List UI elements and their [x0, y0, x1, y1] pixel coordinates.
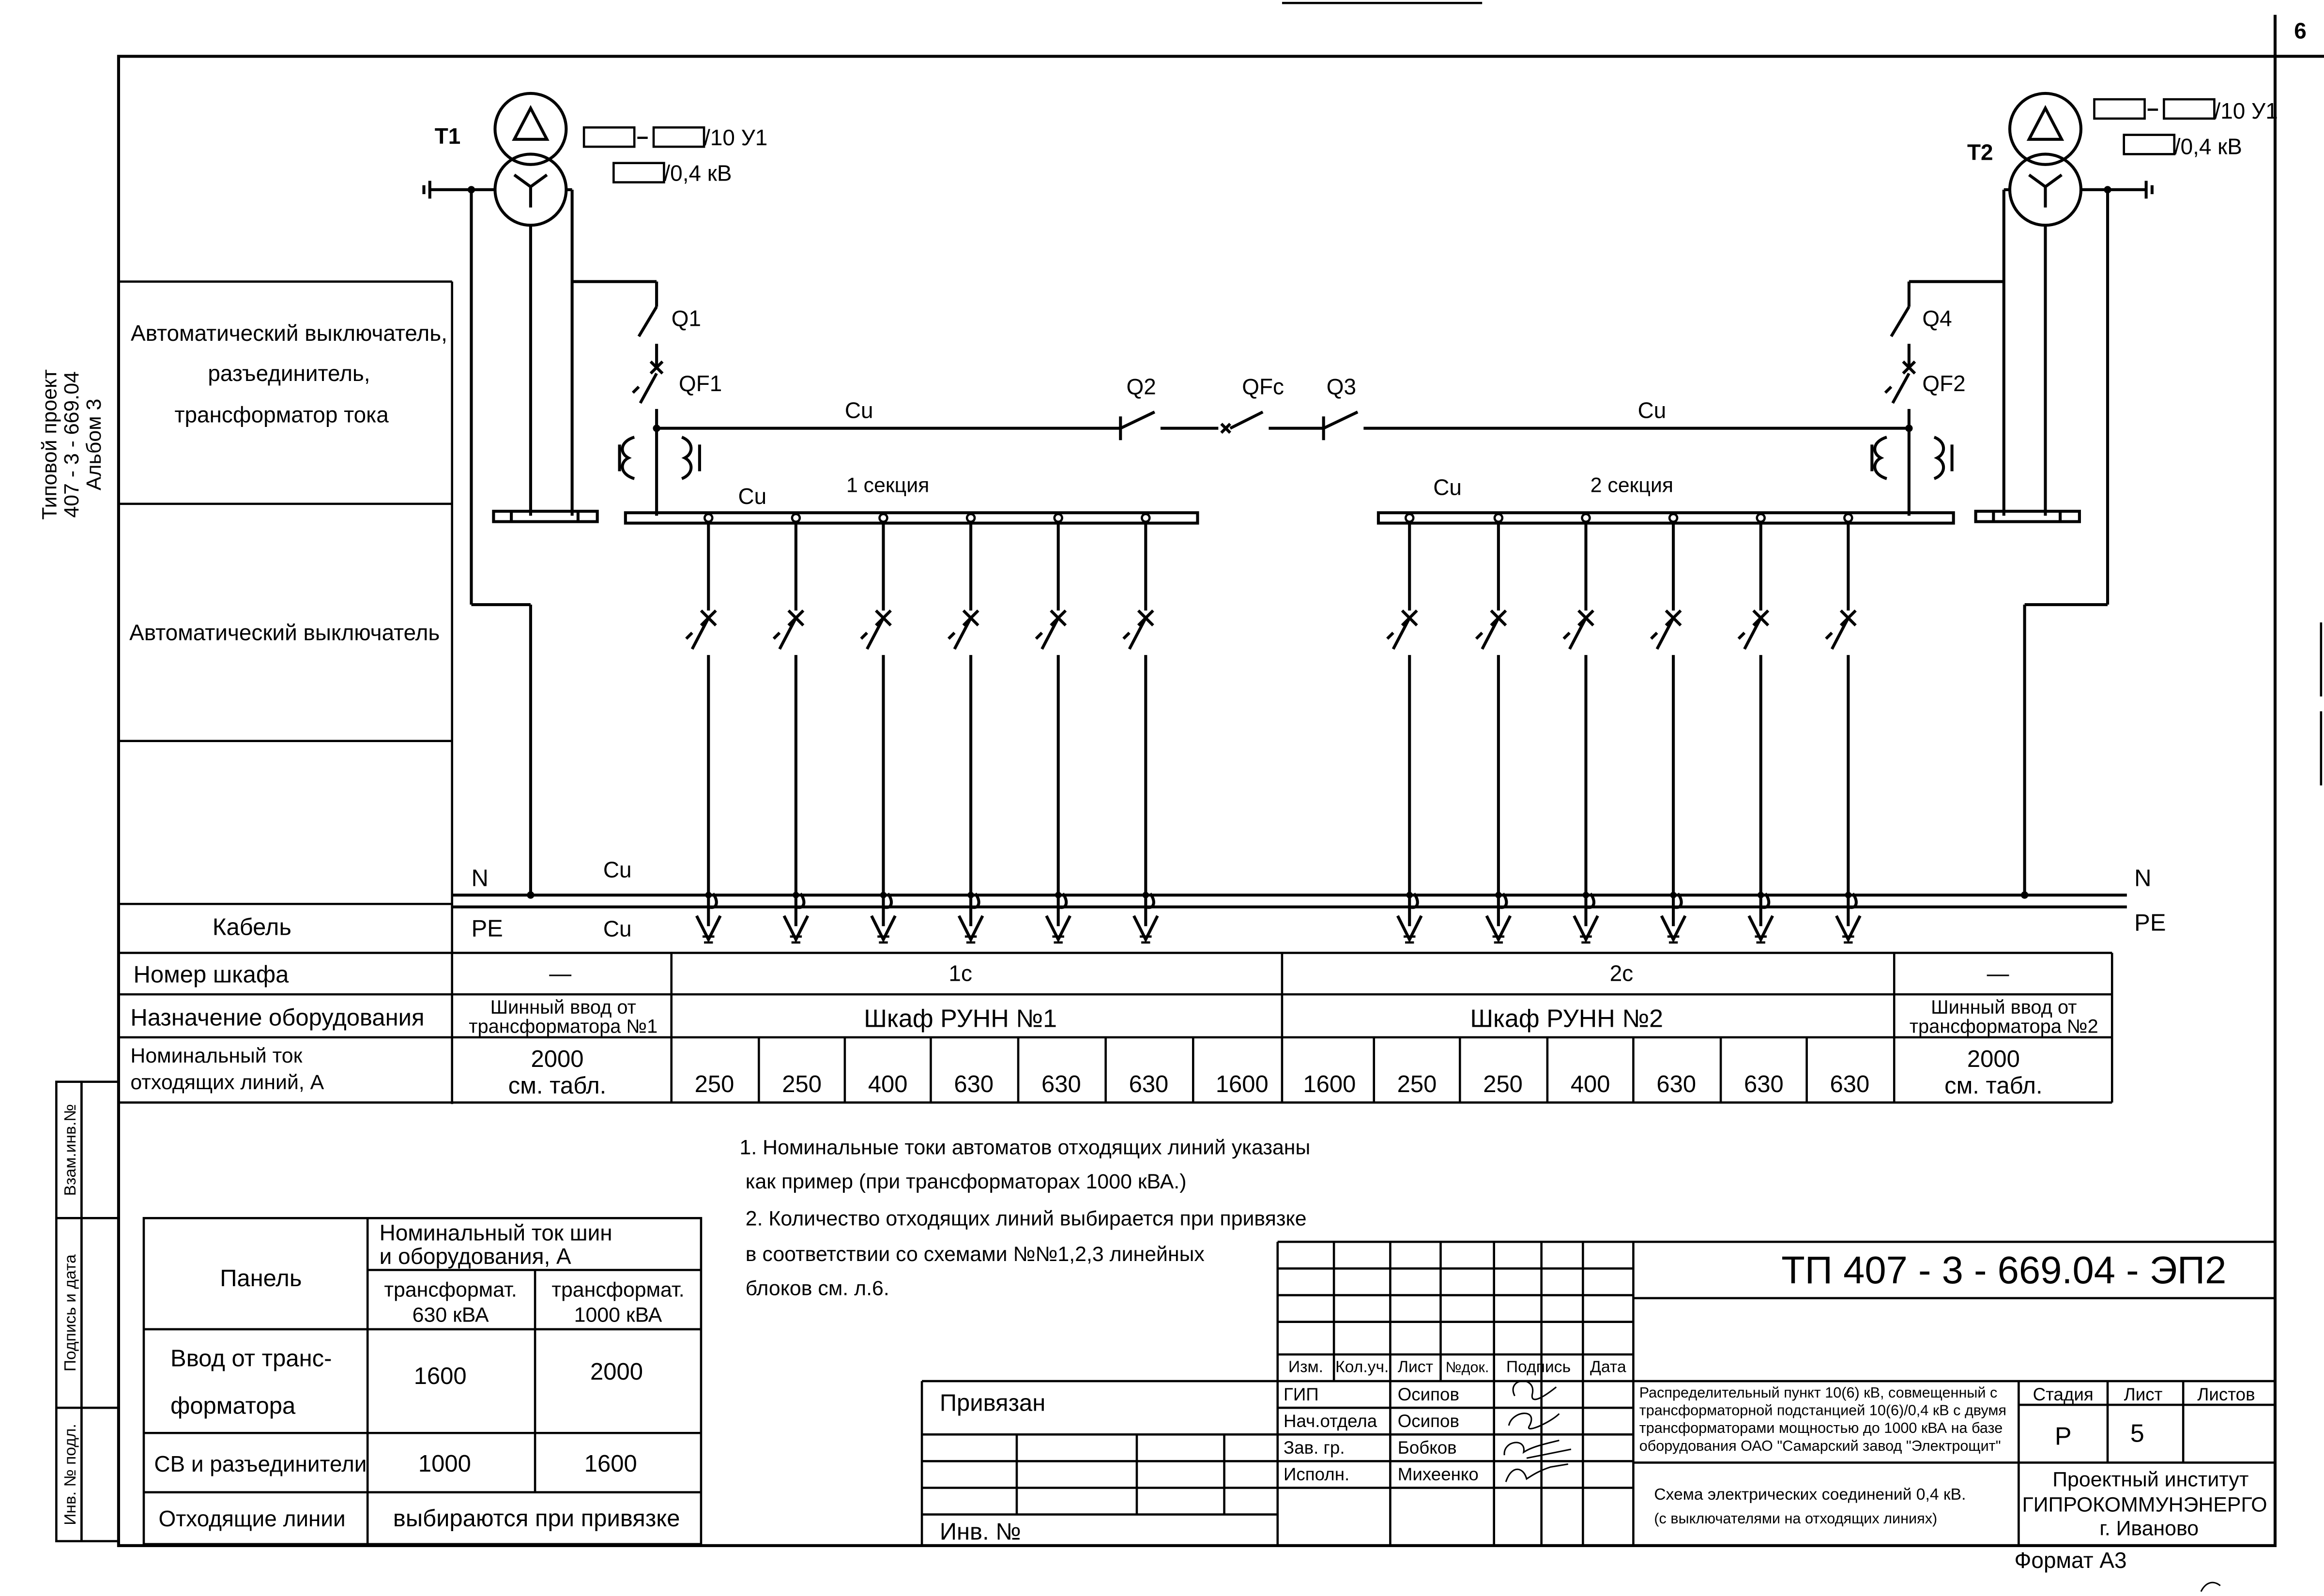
- tb-sheet-label: Лист: [2124, 1384, 2163, 1404]
- tb-inv-label: Инв. №: [939, 1519, 1021, 1545]
- tb-name-group: Бобков: [1397, 1438, 1457, 1458]
- cabinet-2: 2с: [1609, 960, 1634, 986]
- purpose-2: Шкаф РУНН №2: [1470, 1004, 1664, 1033]
- purpose-left-line2: трансформатора №1: [469, 1016, 658, 1037]
- rating-col1-line1: трансформат.: [384, 1278, 517, 1302]
- rating-col2-line1: трансформат.: [551, 1278, 685, 1302]
- rating-row1-v2: 2000: [590, 1359, 643, 1385]
- bus-material-2: Cu: [1433, 474, 1462, 500]
- tb-description-line1: Распределительный пункт 10(6) кВ, совмещенный с: [1639, 1384, 1998, 1401]
- section1-incomer: [572, 282, 1909, 523]
- t2-rating-lv: /0,4 кВ: [2174, 134, 2242, 159]
- format-label: Формат А3: [2014, 1547, 2127, 1573]
- bus-n-material: Cu: [603, 857, 632, 882]
- feeder-line: [861, 514, 895, 942]
- q4-label: Q4: [1922, 305, 1952, 331]
- outgoing-current: 250: [782, 1071, 822, 1098]
- rating-row1-v1: 1600: [413, 1363, 467, 1390]
- section1-incomer-node: [653, 425, 660, 432]
- tb-stage: Р: [2054, 1422, 2072, 1451]
- tb-stage-label: Стадия: [2033, 1384, 2094, 1404]
- table-header-current-line1: Номинальный ток: [130, 1044, 303, 1067]
- bus-pe-left: PE: [471, 915, 503, 942]
- notes: [740, 1136, 1311, 1300]
- rating-col2-line2: 1000 кВА: [574, 1303, 662, 1327]
- tb-sheet-title-line1: Схема электрических соединений 0,4 кВ.: [1654, 1485, 1966, 1504]
- stamp-signature-date: Подпись и дата: [61, 1254, 80, 1372]
- outgoing-feeders: [686, 514, 1860, 942]
- note-1-line1: 1. Номинальные токи автоматов отходящих линий указаны: [739, 1136, 1311, 1159]
- current-left-line2: см. табл.: [508, 1073, 607, 1099]
- tb-bound-label: Привязан: [939, 1390, 1046, 1416]
- feeder-line: [948, 514, 982, 942]
- tb-sheet-title-line2: (с выключателями на отходящих линиях): [1654, 1510, 1938, 1527]
- outgoing-current: 250: [1483, 1071, 1523, 1098]
- feeder-line: [686, 514, 720, 942]
- feeder-line: [1826, 514, 1860, 942]
- section2-incomer-node: [1905, 425, 1912, 432]
- bus-material-1: Cu: [738, 483, 767, 509]
- bus-section1-label: 1 секция: [846, 473, 930, 497]
- tb-header-ndok: №док.: [1445, 1359, 1489, 1376]
- stamp-inv-original: Инв. № подл.: [61, 1424, 80, 1525]
- q2-label: Q2: [1126, 374, 1156, 399]
- table-header-cabinet: Номер шкафа: [133, 961, 289, 988]
- rating-col1-line2: 630 кВА: [412, 1303, 489, 1327]
- rating-row3-label: Отходящие линии: [158, 1506, 346, 1532]
- feeder-line: [1387, 514, 1421, 942]
- currents-section-2: [1303, 1071, 1869, 1097]
- outgoing-current: 250: [694, 1071, 734, 1098]
- rating-row2-v1: 1000: [418, 1450, 471, 1477]
- tb-role-head: Нач.отдела: [1284, 1411, 1377, 1431]
- row-label-breaker-disconnector-line3: трансформатор тока: [174, 402, 389, 427]
- tb-org-line3: г. Иваново: [2099, 1517, 2199, 1540]
- tb-name-gip: Осипов: [1397, 1384, 1459, 1404]
- page-number: 6: [2294, 18, 2307, 44]
- purpose-1: Шкаф РУНН №1: [864, 1004, 1057, 1033]
- bus-pe-right: PE: [2134, 910, 2166, 936]
- outgoing-current: 1600: [1215, 1071, 1269, 1098]
- tb-org-line2: ГИПРОКОММУНЭНЕРГО: [2022, 1493, 2267, 1517]
- cabinet-1: 1с: [948, 960, 972, 986]
- rating-header-line1: Номинальный ток шин: [379, 1220, 612, 1246]
- outgoing-current: 250: [1397, 1071, 1437, 1098]
- purpose-right-line2: трансформатора №2: [1909, 1016, 2098, 1037]
- signatures: [1504, 1381, 1571, 1482]
- tb-name-head: Осипов: [1397, 1411, 1459, 1431]
- tb-role-gip: ГИП: [1284, 1384, 1319, 1404]
- tb-header-signature: Подпись: [1506, 1358, 1571, 1376]
- tb-description-line4: оборудования ОАО "Самарский завод "Электрощит": [1639, 1437, 2001, 1454]
- qfc-label: QFc: [1242, 374, 1284, 399]
- tb-description: [1639, 1384, 2006, 1454]
- t1-rating-hv: /10 У1: [704, 125, 768, 151]
- n-pe-buses: [452, 895, 2127, 907]
- row-label-breaker-disconnector-line1: Автоматический выключатель,: [130, 320, 447, 346]
- tb-sheets-label: Листов: [2197, 1384, 2255, 1404]
- note-1-line2: как пример (при трансформаторах 1000 кВА.): [745, 1170, 1187, 1194]
- n-bus-node-left: [527, 891, 534, 898]
- currents-section-1: [695, 1071, 1269, 1097]
- table-header-purpose: Назначение оборудования: [130, 1004, 425, 1031]
- outgoing-current: 630: [1744, 1071, 1784, 1098]
- current-right-line2: см. табл.: [1944, 1073, 2043, 1099]
- t2-rating-hv: /10 У1: [2214, 98, 2278, 123]
- tb-header-izm: Изм.: [1288, 1358, 1324, 1376]
- section2-incomer: [1378, 282, 2004, 523]
- transformer-t2: [2004, 93, 2215, 895]
- outgoing-current: 400: [868, 1071, 908, 1098]
- outgoing-current: 630: [1041, 1071, 1081, 1098]
- bus-n-left: N: [471, 865, 489, 892]
- note-2-line3: блоков см. л.6.: [745, 1277, 889, 1300]
- rating-row1-label-line1: Ввод от транс-: [170, 1345, 332, 1372]
- feeder-line: [1123, 514, 1157, 942]
- feeder-line: [1036, 514, 1070, 942]
- corner-mark: [2201, 1582, 2220, 1592]
- outgoing-current: 630: [954, 1071, 994, 1098]
- purpose-right-line1: Шинный ввод от: [1931, 996, 2077, 1018]
- table-header-current-line2: отходящих линий, А: [130, 1071, 324, 1094]
- row-label-breaker: Автоматический выключатель: [129, 620, 440, 645]
- note-2-line1: 2. Количество отходящих линий выбирается при привязке: [745, 1207, 1307, 1231]
- outgoing-current: 630: [1656, 1071, 1697, 1098]
- side-label-line3: Альбом 3: [82, 398, 106, 491]
- feeder-line: [1651, 514, 1685, 942]
- tb-name-exec: Михеенко: [1397, 1464, 1479, 1485]
- bus-section2-label: 2 секция: [1590, 473, 1674, 497]
- feeder-line: [1739, 514, 1773, 942]
- rating-header-line2: и оборудования, А: [379, 1244, 571, 1269]
- outgoing-current: 630: [1129, 1071, 1169, 1098]
- current-right-line1: 2000: [1967, 1046, 2020, 1073]
- outgoing-current: 400: [1570, 1071, 1610, 1098]
- side-label-line2: 407 - 3 - 669.04: [60, 371, 84, 518]
- transformer-t1: [424, 93, 704, 895]
- outgoing-current: 630: [1830, 1071, 1870, 1098]
- note-2-line2: в соответствии со схемами №№1,2,3 линейных: [745, 1243, 1205, 1266]
- t1-name: T1: [434, 123, 461, 149]
- cabinet-left: —: [549, 960, 572, 986]
- t1-ground-node: [468, 186, 475, 193]
- feeder-line: [774, 514, 808, 942]
- bus-pe-material: Cu: [603, 916, 632, 942]
- qf2-label: QF2: [1922, 371, 1966, 396]
- n-bus-node-right: [2021, 891, 2028, 898]
- bus-n-right: N: [2134, 865, 2152, 892]
- tb-header-date: Дата: [1590, 1358, 1626, 1376]
- doc-code: ТП 407 - 3 - 669.04 - ЭП2: [1781, 1248, 2227, 1292]
- bus-material-2-top: Cu: [1637, 397, 1667, 423]
- rating-panel: Панель: [220, 1265, 302, 1292]
- cabinet-right: —: [1987, 960, 2009, 986]
- rating-row2-label: СВ и разъединители: [154, 1451, 367, 1476]
- q1-label: Q1: [671, 305, 701, 331]
- outgoing-current: 1600: [1303, 1071, 1356, 1098]
- purpose-left-line1: Шинный ввод от: [490, 996, 636, 1018]
- t1-rating-lv: /0,4 кВ: [664, 160, 732, 186]
- feeder-line: [1564, 514, 1598, 942]
- tb-role-group: Зав. гр.: [1284, 1438, 1345, 1458]
- current-left-line1: 2000: [531, 1046, 584, 1073]
- tb-org-line1: Проектный институт: [2052, 1468, 2249, 1491]
- tb-header-kol: Кол.уч.: [1335, 1358, 1389, 1376]
- rating-row2-v2: 1600: [584, 1450, 637, 1477]
- rating-row1-label-line2: форматора: [170, 1393, 296, 1419]
- side-label-line1: Типовой проект: [38, 369, 61, 520]
- qf1-label: QF1: [679, 371, 722, 396]
- row-label-cable: Кабель: [212, 914, 291, 941]
- t2-name: T2: [1967, 139, 1993, 165]
- stamp-inv-replace: Взам.инв.№: [61, 1104, 80, 1196]
- side-project-label: [38, 369, 106, 520]
- tb-sheet: 5: [2130, 1419, 2144, 1448]
- t2-ground-node: [2104, 186, 2111, 193]
- bus-material-1-top: Cu: [844, 397, 873, 423]
- tb-description-line3: трансформаторами мощностью до 1000 кВА на базе: [1639, 1420, 2003, 1437]
- q3-label: Q3: [1326, 374, 1357, 399]
- tb-header-list: Лист: [1397, 1358, 1434, 1376]
- tb-description-line2: трансформаторной подстанцией 10(6)/0,4 кВ с двумя: [1639, 1402, 2006, 1419]
- rating-row3-span: выбираются при привязке: [393, 1505, 680, 1532]
- tb-role-exec: Исполн.: [1284, 1464, 1350, 1485]
- row-label-breaker-disconnector-line2: разъединитель,: [208, 360, 370, 386]
- feeder-line: [1476, 514, 1510, 942]
